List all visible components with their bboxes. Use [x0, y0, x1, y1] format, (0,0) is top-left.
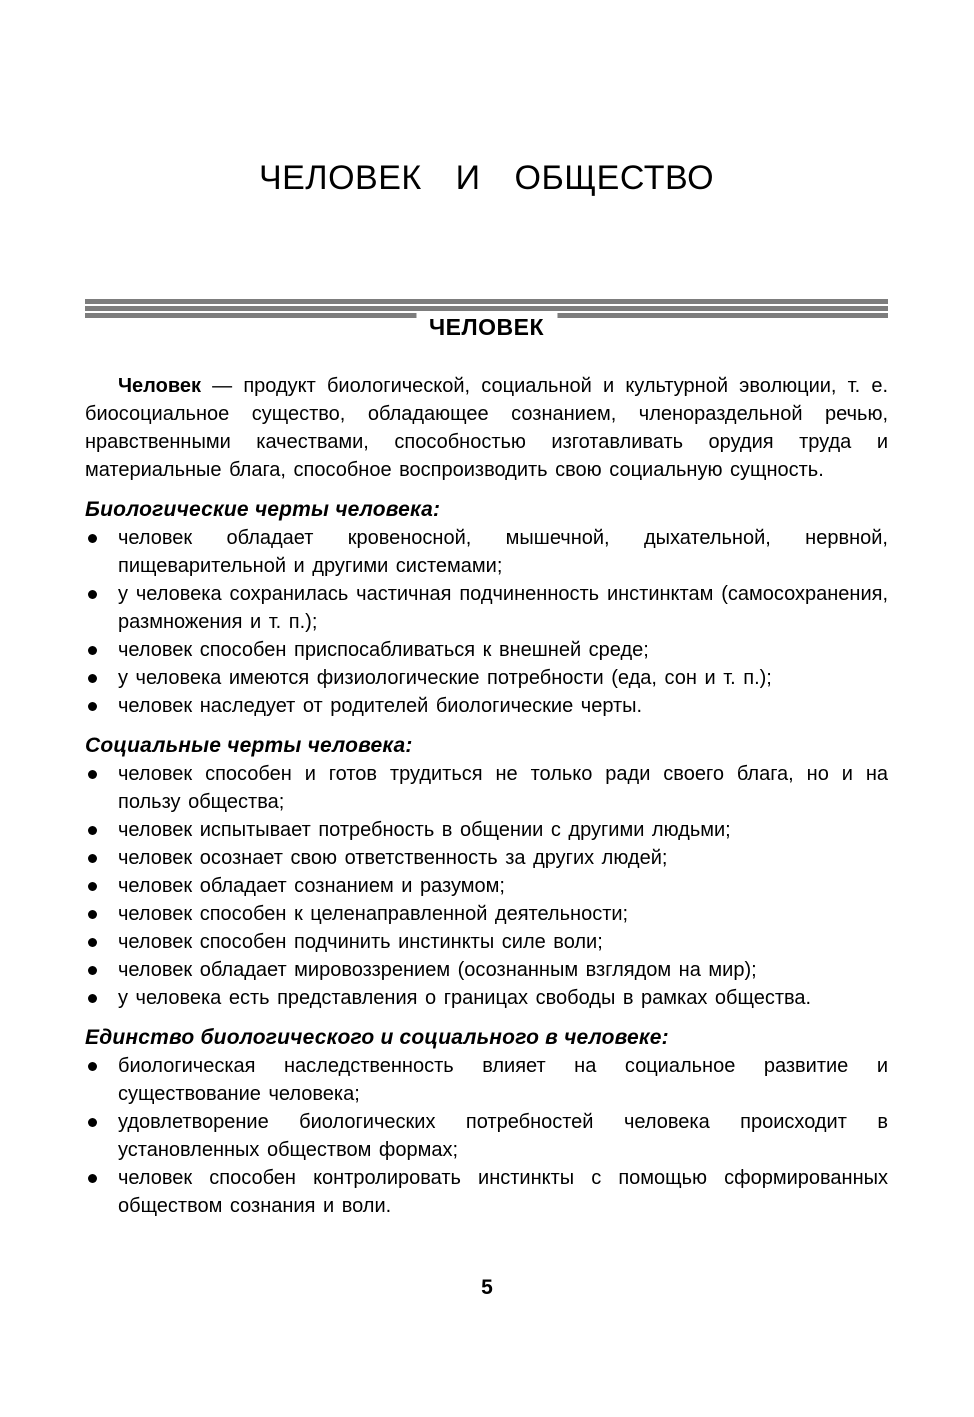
divider-line-middle	[85, 306, 888, 311]
bullet-item	[85, 872, 888, 900]
section-divider	[85, 299, 888, 340]
bullet-item	[85, 928, 888, 956]
bullet-item	[85, 636, 888, 664]
bullet-list-biological	[85, 524, 888, 720]
bullet-item	[85, 816, 888, 844]
subheading-biological-traits: Биологические черты человека:	[85, 498, 441, 521]
bullet-text: человек способен контролировать инстинкты с помощью сформированных обществом сознания и воли.	[118, 1167, 888, 1217]
subheading-unity: Единство биологического и социального в человеке:	[85, 1026, 669, 1049]
section-unity-biological-social	[85, 1023, 888, 1220]
bullet-dot-icon	[85, 1164, 118, 1220]
bullet-text: человек способен и готов трудиться не только ради своего блага, но и на пользу общества;	[118, 763, 888, 813]
bullet-item	[85, 664, 888, 692]
bullet-dot-icon	[85, 664, 118, 692]
chapter-title: ЧЕЛОВЕК И ОБЩЕСТВО	[258, 159, 715, 197]
bullet-item	[85, 1052, 888, 1108]
bullet-dot-icon	[85, 692, 118, 720]
bullet-text: человек обладает кровеносной, мышечной, дыхательной, нервной, пищеварительной и другими системами;	[118, 527, 888, 577]
bullet-text: у человека имеются физиологические потребности (еда, сон и т. п.);	[118, 667, 772, 689]
bullet-dot-icon	[85, 956, 118, 984]
bullet-dot-icon	[85, 844, 118, 872]
bullet-item	[85, 1164, 888, 1220]
section-social-traits	[85, 731, 888, 1012]
bullet-dot-icon	[85, 524, 118, 580]
bullet-text: человек способен к целенаправленной деятельности;	[118, 903, 629, 925]
bullet-item	[85, 760, 888, 816]
bullet-item	[85, 900, 888, 928]
bullet-list-social	[85, 760, 888, 1012]
bullet-dot-icon	[85, 872, 118, 900]
bullet-item	[85, 844, 888, 872]
bullet-item	[85, 580, 888, 636]
bullet-text: человек способен приспосабливаться к внешней среде;	[118, 639, 649, 661]
bullet-item	[85, 692, 888, 720]
bullet-text: человек способен подчинить инстинкты силе воли;	[118, 931, 603, 953]
bullet-dot-icon	[85, 984, 118, 1012]
bullet-text: удовлетворение биологических потребностей человека происходит в установленных обществом формах;	[118, 1111, 888, 1161]
bullet-item	[85, 524, 888, 580]
bullet-dot-icon	[85, 580, 118, 636]
intro-definition-text: — продукт биологической, социальной и культурной эволюции, т. е. биосоциальное существо, обладающее сознанием, членораздельной речью, нравственными качествами, способностью изготавливать орудия труда и материальные блага, способное воспроизводить свою социальную сущность.	[85, 375, 888, 481]
bullet-dot-icon	[85, 1052, 118, 1108]
section-title: ЧЕЛОВЕК	[416, 312, 557, 342]
bullet-item	[85, 1108, 888, 1164]
bullet-text: у человека сохранилась частичная подчиненность инстинктам (самосохранения, размножения и т. п.);	[118, 583, 888, 633]
bullet-dot-icon	[85, 636, 118, 664]
bullet-dot-icon	[85, 1108, 118, 1164]
bullet-dot-icon	[85, 928, 118, 956]
intro-lead-term: Человек	[118, 375, 201, 397]
bullet-item	[85, 956, 888, 984]
bullet-text: у человека есть представления о границах свободы в рамках общества.	[118, 987, 812, 1009]
bullet-list-unity	[85, 1052, 888, 1220]
bullet-dot-icon	[85, 816, 118, 844]
bullet-dot-icon	[85, 760, 118, 816]
subheading-social-traits: Социальные черты человека:	[85, 734, 413, 757]
page-number: 5	[481, 1276, 493, 1299]
section-biological-traits	[85, 495, 888, 720]
intro-paragraph	[85, 372, 888, 484]
bullet-text: человек обладает сознанием и разумом;	[118, 875, 505, 897]
bullet-text: человек наследует от родителей биологические черты.	[118, 695, 643, 717]
divider-line-top	[85, 299, 888, 304]
bullet-dot-icon	[85, 900, 118, 928]
bullet-text: биологическая наследственность влияет на социальное развитие и существование человека;	[118, 1055, 888, 1105]
bullet-text: человек осознает свою ответственность за других людей;	[118, 847, 668, 869]
bullet-item	[85, 984, 888, 1012]
bullet-text: человек испытывает потребность в общении с другими людьми;	[118, 819, 731, 841]
bullet-text: человек обладает мировоззрением (осознанным взглядом на мир);	[118, 959, 757, 981]
